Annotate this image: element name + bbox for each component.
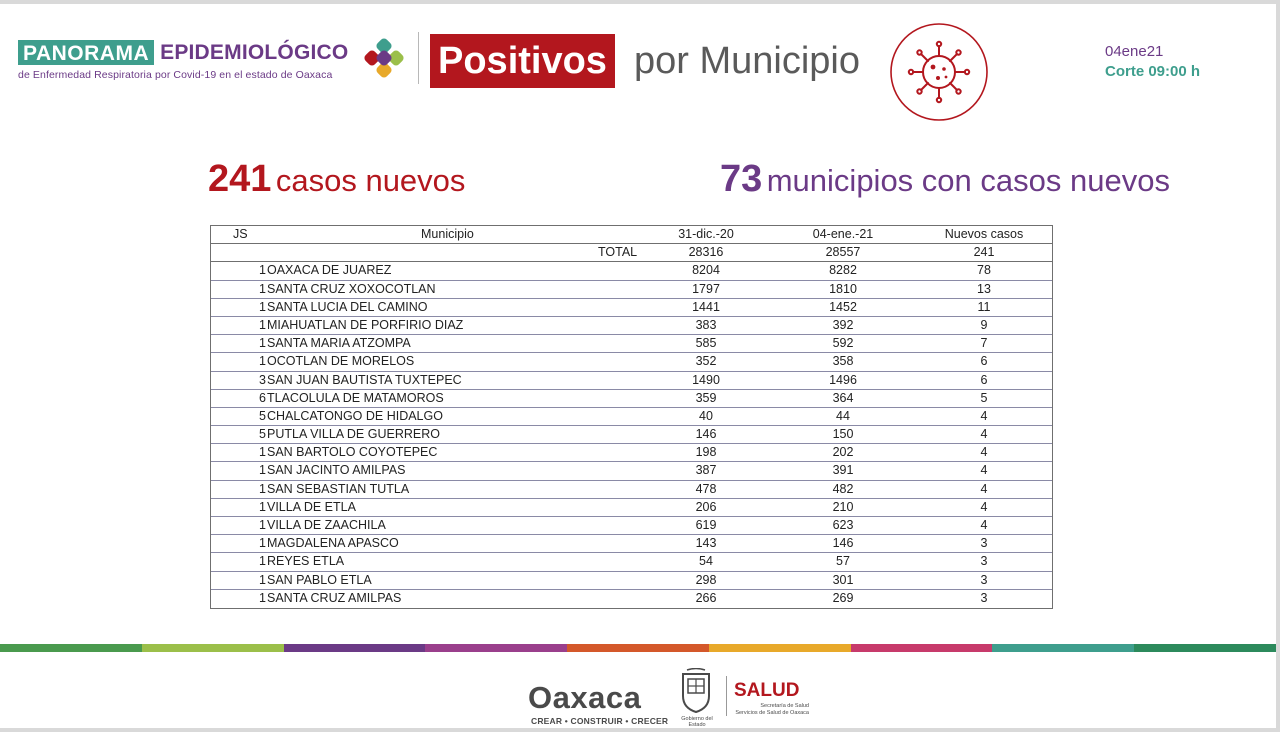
row-js: 1 [259,354,266,369]
row-municipio: REYES ETLA [267,554,345,569]
row-new-cases: 3 [980,590,988,605]
row-js: 1 [259,518,266,532]
row-new-cases: 11 [977,299,991,314]
brand-cross-icon [360,34,408,82]
row-date-b: 482 [832,481,854,496]
row-js: 1 [259,536,266,551]
brand-panorama-label: PANORAMA [18,40,154,65]
stripe-segment [0,644,142,652]
row-municipio: VILLA DE ZAACHILA [267,518,386,532]
brand-epidemiologico-label: EPIDEMIOLÓGICO [160,40,349,64]
row-new-cases: 3 [980,572,988,587]
row-date-a: 359 [695,390,717,405]
stripe-segment [142,644,284,652]
row-date-b: 8282 [829,263,857,278]
gobierno-caption: Gobierno del Estado [681,716,713,728]
row-date-b: 364 [832,390,854,405]
table-row [211,481,1052,499]
table-row [211,426,1052,444]
table-body [211,262,1052,608]
row-js: 1 [259,299,266,314]
row-new-cases: 78 [977,263,991,278]
row-js: 1 [259,554,266,569]
municipalities-label: municipios con casos nuevos [766,163,1170,198]
table-row [211,517,1052,535]
row-date-b: 301 [832,572,854,587]
municipalities-stat [720,158,1170,201]
table-row [211,262,1052,280]
oaxaca-tagline: CREAR • CONSTRUIR • CRECER [531,716,669,726]
row-municipio: MIAHUATLAN DE PORFIRIO DIAZ [267,317,464,332]
table-header-row [211,226,1052,244]
row-new-cases: 3 [980,536,988,551]
row-new-cases: 5 [980,390,988,405]
row-date-a: 387 [695,463,717,478]
row-municipio: SAN JACINTO AMILPAS [267,463,406,478]
total-new-cases: 241 [973,245,995,260]
row-date-b: 623 [832,518,854,532]
row-municipio: CHALCATONGO DE HIDALGO [267,408,443,423]
row-js: 1 [259,572,266,587]
row-date-a: 40 [699,408,713,423]
row-date-a: 198 [695,445,717,460]
row-date-a: 1490 [692,372,720,387]
row-municipio: SAN JUAN BAUTISTA TUXTEPEC [267,372,462,387]
row-municipio: SANTA LUCIA DEL CAMINO [267,299,428,314]
stripe-segment [1134,644,1276,652]
row-new-cases: 6 [980,372,988,387]
oaxaca-logo: Oaxaca [528,680,642,715]
row-date-b: 146 [832,536,854,551]
row-date-b: 1810 [829,281,857,296]
row-date-a: 143 [695,536,717,551]
row-js: 5 [259,408,266,423]
row-date-a: 352 [695,354,717,369]
row-date-b: 358 [832,354,854,369]
total-date-a: 28316 [688,245,724,260]
row-js: 1 [259,445,266,460]
row-date-b: 150 [832,427,854,442]
row-new-cases: 4 [980,499,988,514]
row-municipio: SANTA CRUZ XOXOCOTLAN [267,281,436,296]
row-new-cases: 4 [980,518,988,532]
row-municipio: SAN SEBASTIAN TUTLA [267,481,410,496]
state-shield-icon [679,668,713,714]
salud-subtitle [731,703,809,717]
row-municipio: TLACOLULA DE MATAMOROS [267,390,444,405]
row-js: 1 [259,317,266,332]
row-date-b: 269 [832,590,854,605]
row-date-b: 210 [832,499,854,514]
new-cases-label: casos nuevos [275,163,466,198]
row-municipio: SANTA CRUZ AMILPAS [267,590,402,605]
stripe-segment [992,644,1134,652]
row-js: 6 [259,390,266,405]
row-date-b: 202 [832,445,854,460]
table-row [211,444,1052,462]
table-row [211,408,1052,426]
row-date-a: 54 [699,554,713,569]
table-row [211,390,1052,408]
table-row [211,462,1052,480]
infographic-page [0,4,1276,728]
row-js: 3 [259,372,266,387]
row-date-b: 1452 [829,299,857,314]
row-js: 1 [259,481,266,496]
row-municipio: VILLA DE ETLA [267,499,356,514]
row-new-cases: 3 [980,554,988,569]
row-new-cases: 6 [980,354,988,369]
row-date-b: 44 [836,408,850,423]
row-date-a: 266 [695,590,717,605]
total-label: TOTAL [598,245,638,260]
row-date-a: 298 [695,572,717,587]
row-municipio: SANTA MARIA ATZOMPA [267,336,411,351]
row-municipio: MAGDALENA APASCO [267,536,399,551]
salud-subtitle-line-1: Secretaría de Salud [760,703,809,709]
row-date-a: 206 [695,499,717,514]
row-date-a: 8204 [692,263,720,278]
color-stripe [0,644,1276,652]
table-row [211,590,1052,608]
row-js: 1 [259,590,266,605]
row-js: 1 [259,281,266,296]
row-js: 5 [259,427,266,442]
stripe-segment [284,644,426,652]
municipalities-number: 73 [720,158,763,200]
row-date-a: 619 [695,518,717,532]
row-date-b: 391 [832,463,854,478]
table-row [211,281,1052,299]
row-municipio: SAN PABLO ETLA [267,572,372,587]
header-new-cases: Nuevos casos [944,227,1024,241]
row-municipio: OCOTLAN DE MORELOS [267,354,415,369]
row-new-cases: 4 [980,445,988,460]
row-date-a: 1797 [692,281,720,296]
table-row [211,317,1052,335]
total-date-b: 28557 [825,245,861,260]
row-new-cases: 4 [980,427,988,442]
table-row [211,299,1052,317]
header-date-b: 04-ene.-21 [812,227,874,241]
report-date: 04ene21 [1105,43,1164,60]
salud-subtitle-line-2: Servicios de Salud de Oaxaca [735,710,809,716]
row-js: 1 [259,463,266,478]
table-row [211,499,1052,517]
row-municipio: SAN BARTOLO COYOTEPEC [267,445,438,460]
table-row [211,335,1052,353]
row-municipio: OAXACA DE JUAREZ [267,263,392,278]
panorama-brand [18,40,348,81]
new-cases-stat [208,158,465,201]
row-new-cases: 4 [980,463,988,478]
row-new-cases: 13 [977,281,991,296]
cases-table [210,225,1053,609]
footer-logos [0,666,1276,726]
table-row [211,353,1052,371]
table-row [211,572,1052,590]
row-date-b: 1496 [829,372,857,387]
row-new-cases: 7 [980,336,988,351]
row-date-a: 1441 [692,299,720,314]
row-new-cases: 4 [980,481,988,496]
table-row [211,372,1052,390]
row-municipio: PUTLA VILLA DE GUERRERO [267,427,440,442]
row-date-a: 585 [695,336,717,351]
header-divider [418,32,419,84]
table-row [211,553,1052,571]
row-date-b: 57 [836,554,850,569]
table-row [211,535,1052,553]
salud-logo: SALUD [734,680,800,701]
row-js: 1 [259,263,266,278]
brand-subtitle: de Enfermedad Respiratoria por Covid-19 en el estado de Oaxaca [18,69,333,81]
stripe-segment [425,644,567,652]
row-date-a: 383 [695,317,717,332]
row-new-cases: 4 [980,408,988,423]
row-date-b: 592 [832,336,854,351]
table-total-row [211,244,1052,262]
stripe-segment [567,644,709,652]
report-cutoff-time: Corte 09:00 h [1105,63,1201,80]
footer-divider [726,676,727,716]
row-date-b: 392 [832,317,854,332]
row-date-a: 146 [695,427,717,442]
header-js: JS [233,227,248,241]
row-js: 1 [259,336,266,351]
row-new-cases: 9 [980,317,988,332]
new-cases-number: 241 [208,158,272,200]
title-positivos: Positivos [430,34,615,88]
header-municipio: Municipio [421,227,474,241]
header-date-a: 31-dic.-20 [678,227,734,241]
stripe-segment [709,644,851,652]
row-js: 1 [259,499,266,514]
virus-icon [888,21,990,123]
stripe-segment [851,644,993,652]
title-por-municipio: por Municipio [634,40,860,82]
row-date-a: 478 [695,481,717,496]
